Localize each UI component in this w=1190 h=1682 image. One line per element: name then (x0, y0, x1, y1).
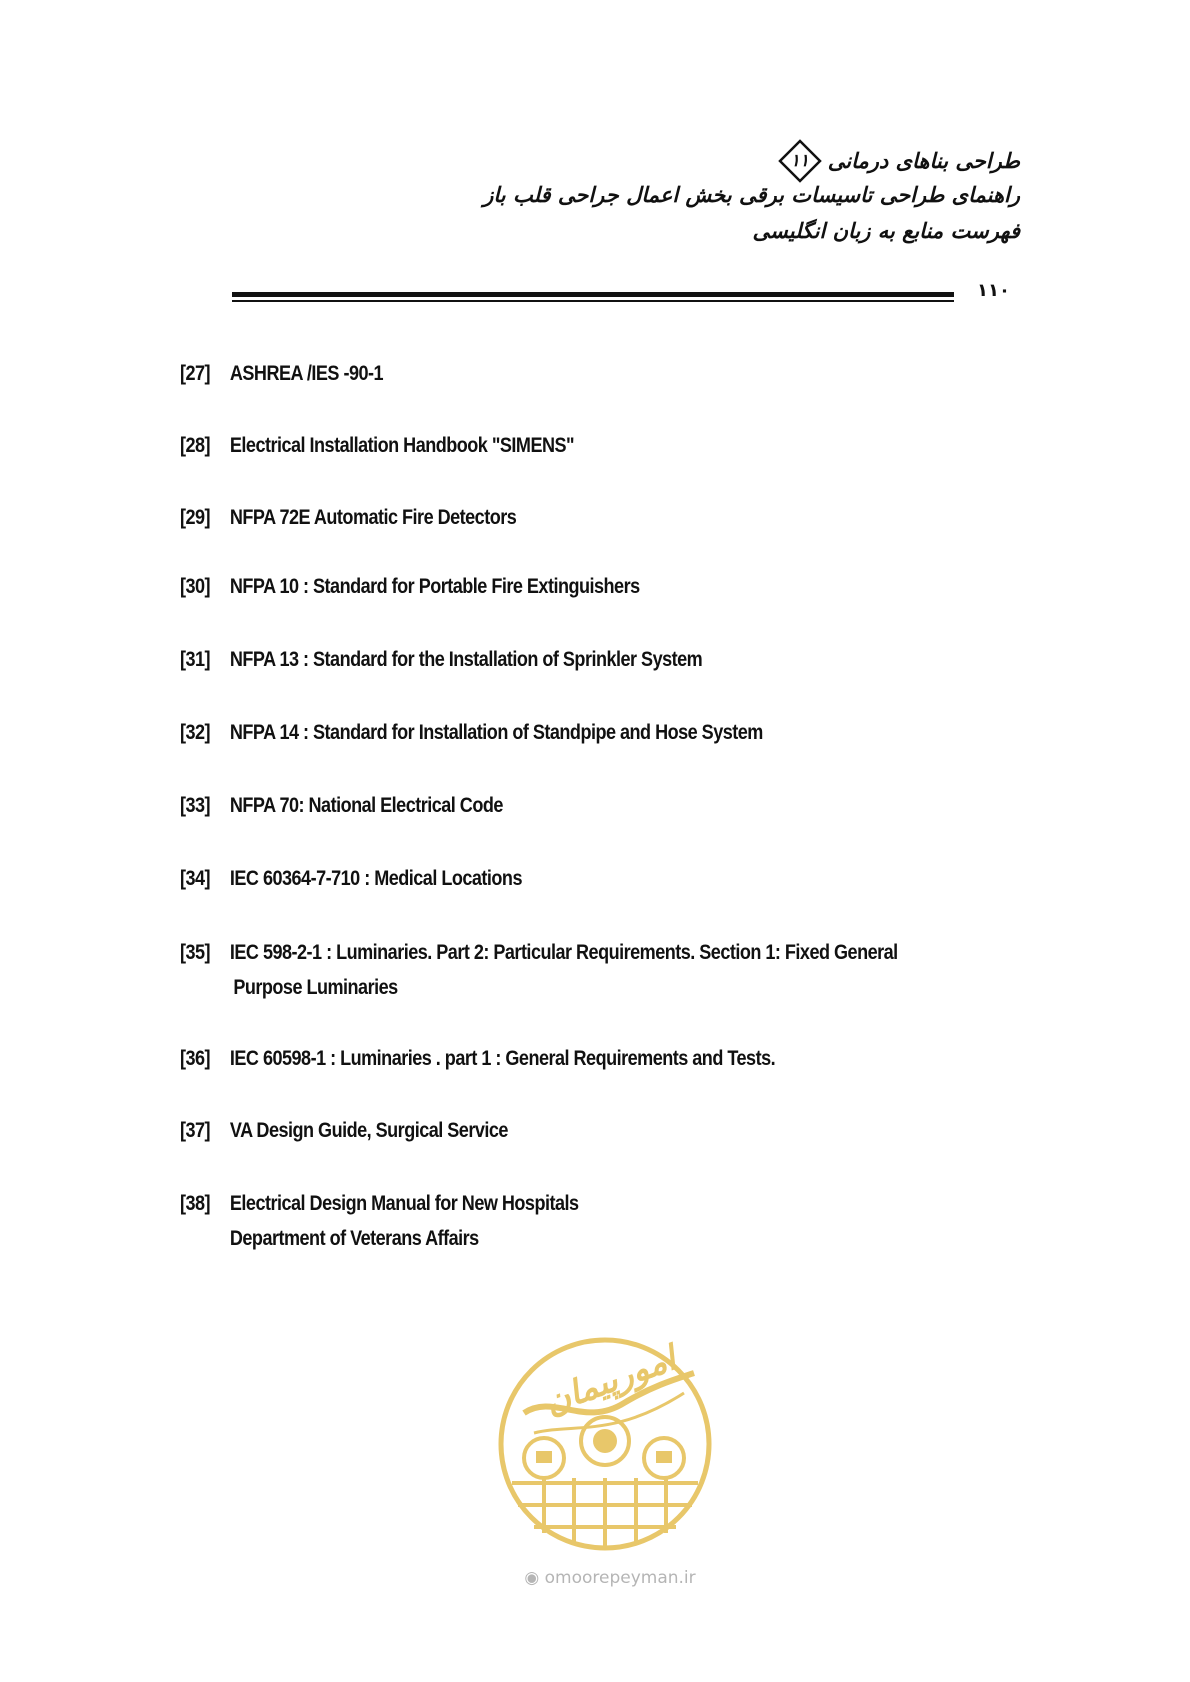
reference-item (180, 360, 1021, 388)
reference-text: ASHREA /IES -90-1 (229, 362, 384, 385)
guide-title: راهنمای طراحی تاسیسات برقی بخش اعمال جراحی قلب باز (483, 183, 1020, 207)
reference-item (180, 939, 1021, 1002)
reference-text: IEC 598-2-1 : Luminaries. Part 2: Particular Requirements. Section 1: Fixed General (229, 941, 898, 964)
watermark-site-text: omoorepeyman.ir (544, 1568, 696, 1588)
page-number: ۱۱۰ (977, 280, 1010, 301)
reference-text: NFPA 72E Automatic Fire Detectors (229, 506, 517, 529)
watermark-site (480, 1568, 740, 1588)
reference-text: NFPA 70: National Electrical Code (229, 794, 503, 817)
reference-number: [31] (180, 648, 211, 671)
watermark-logo-text: امورپیمان (539, 1338, 682, 1423)
header-line-1 (200, 148, 1020, 174)
reference-item (180, 792, 1021, 820)
reference-text-block (230, 1190, 1021, 1253)
reference-number: [27] (180, 362, 211, 385)
reference-text: Electrical Installation Handbook "SIMENS" (229, 434, 575, 457)
reference-number: [36] (180, 1047, 211, 1070)
reference-item (180, 432, 1021, 460)
reference-number: [29] (180, 506, 211, 529)
reference-item (180, 1190, 1021, 1253)
reference-text: IEC 60364-7-710 : Medical Locations (229, 867, 522, 890)
section-title: فهرست منابع به زبان انگلیسی (752, 219, 1020, 243)
reference-item (180, 1117, 1021, 1145)
header-rule-thin (232, 300, 954, 302)
reference-item (180, 646, 1021, 674)
reference-number: [28] (180, 434, 211, 457)
book-title: طراحی بناهای درمانی (827, 149, 1020, 173)
reference-number: [34] (180, 867, 211, 890)
reference-number: [38] (180, 1192, 211, 1215)
reference-item (180, 504, 1021, 532)
volume-number: ۱۱ (790, 151, 809, 171)
reference-text-continued: Purpose Luminaries (233, 976, 398, 999)
reference-number: [35] (180, 941, 211, 964)
reference-item (180, 1045, 1021, 1073)
reference-number: [37] (180, 1119, 211, 1142)
header-rule-thick (232, 292, 954, 297)
reference-number: [32] (180, 721, 211, 744)
reference-item (180, 719, 1021, 747)
reference-item (180, 865, 1021, 893)
volume-diamond (778, 139, 822, 183)
reference-text-continued: Department of Veterans Affairs (229, 1227, 479, 1250)
reference-text: VA Design Guide, Surgical Service (229, 1119, 508, 1142)
reference-number: [33] (180, 794, 211, 817)
reference-text: Electrical Design Manual for New Hospitals (229, 1192, 579, 1215)
reference-number: [30] (180, 575, 211, 598)
reference-text: NFPA 13 : Standard for the Installation of Sprinkler System (229, 648, 703, 671)
page-header (200, 148, 1020, 244)
reference-text: NFPA 14 : Standard for Installation of Standpipe and Hose System (229, 721, 763, 744)
watermark-logo-icon (494, 1333, 716, 1555)
globe-icon: ◉ (524, 1568, 540, 1588)
reference-text-block (230, 939, 1021, 1002)
reference-item (180, 573, 1021, 601)
reference-text: IEC 60598-1 : Luminaries . part 1 : General Requirements and Tests. (229, 1047, 776, 1070)
reference-text: NFPA 10 : Standard for Portable Fire Extinguishers (229, 575, 640, 598)
